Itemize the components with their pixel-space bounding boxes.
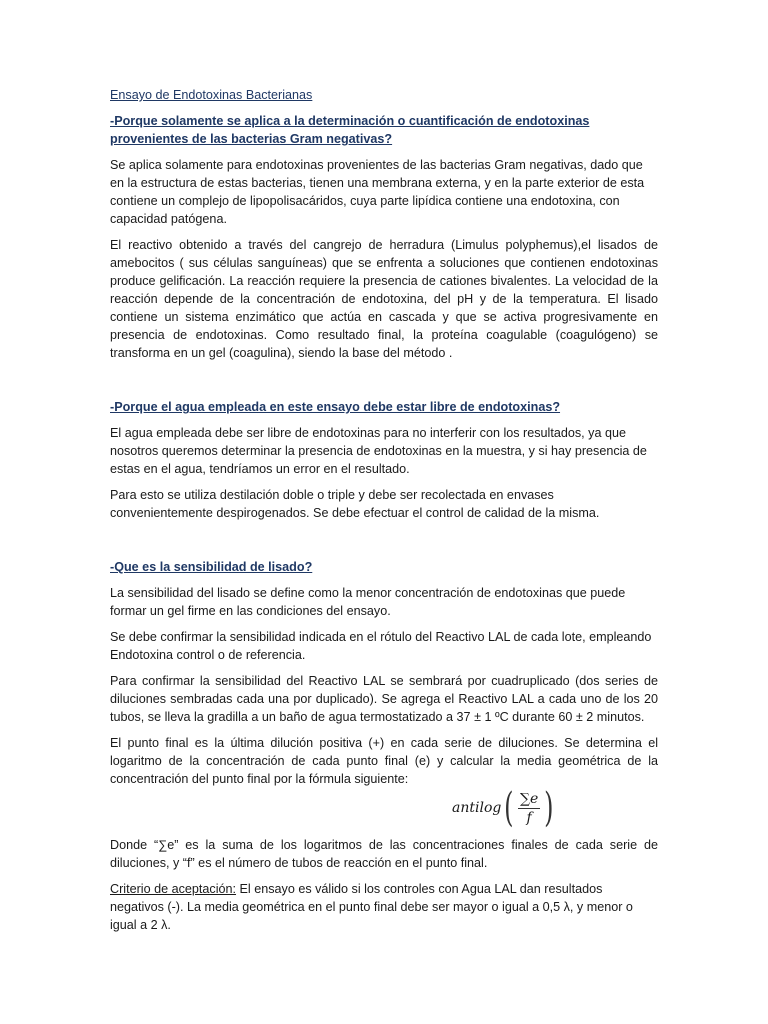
answer-paragraph: Para esto se utiliza destilación doble o triple y debe ser recolectada en envases convenientemente despirogenados. Se debe efectuar el control de calidad de la misma. [110, 488, 600, 520]
answer-paragraph: Para confirmar la sensibilidad del Reactivo LAL se sembrará por cuadruplicado (dos series de diluciones sembradas cada una por duplicado). Se agrega el Reactivo LAL a cada uno de los 20 tubos, se lleva la gradilla a un baño de agua termostatizado a 37 ± 1 ºC durante 60 ± 2 minutos. [110, 674, 658, 724]
formula-function: antilog [452, 800, 502, 816]
right-paren-icon: ) [544, 785, 554, 831]
answer-paragraph: La sensibilidad del lisado se define como la menor concentración de endotoxinas que puede formar un gel firme en las condiciones del ensayo. [110, 586, 626, 618]
acceptance-text: El ensayo es válido si los controles con Agua LAL dan resultados negativos (-). La media geométrica en el punto final debe ser mayor o igual a 0,5 λ, y menor o igual a 2 λ. [110, 882, 633, 932]
formula-fraction [518, 790, 540, 827]
answer-paragraph: Se aplica solamente para endotoxinas provenientes de las bacterias Gram negativas, dado que en la estructura de estas bacterias, tienen una membrana externa, y en la parte exterior de esta contiene un complejo de lipopolisacáridos, cuya parte lipídica contiene una endotoxina, con capacidad patógena. [110, 158, 645, 226]
answer-paragraph: Se debe confirmar la sensibilidad indicada en el rótulo del Reactivo LAL de cada lote, empleando Endotoxina control o de referencia. [110, 630, 652, 662]
answer-paragraph: El reactivo obtenido a través del cangrejo de herradura (Limulus polyphemus),el lisados de amebocitos ( sus células sanguíneas) que se enfrenta a soluciones que contienen endotoxinas produce gelificación. La reacción requiere la presencia de cationes bivalentes. La velocidad de la reacción depende de la concentración de endotoxina, del pH y de la temperatura. El lisado contiene un sistema enzimático que actúa en cascada y que se activa progresivamente en presencia de endotoxinas. Como resultado final, la proteína coagulable (coagulógeno) se transforma en un gel (coagulina), siendo la base del método . [110, 238, 658, 360]
question-gram-negative: -Porque solamente se aplica a la determinación o cuantificación de endotoxinas provenientes de las bacterias Gram negativas? [110, 114, 590, 146]
formula-block [110, 785, 658, 834]
formula-numerator: ∑e [519, 790, 539, 807]
answer-paragraph: El agua empleada debe ser libre de endotoxinas para no interferir con los resultados, ya que nosotros queremos determinar la presencia de endotoxinas en la muestra, y si hay presencia de estas en el agua, tendríamos un error en el resultado. [110, 426, 647, 476]
formula-denominator: f [526, 809, 532, 826]
left-paren-icon: ( [504, 785, 514, 831]
answer-paragraph: El punto final es la última dilución positiva (+) en cada serie de diluciones. Se determina el logaritmo de la concentración de cada punto final (e) y calcular la media geométrica de la concentración del punto final por la fórmula siguiente: [110, 736, 658, 786]
question-water: -Porque el agua empleada en este ensayo debe estar libre de endotoxinas? [110, 400, 561, 414]
acceptance-label: Criterio de aceptación: [110, 882, 237, 896]
acceptance-criteria [110, 880, 658, 934]
antilog-formula [452, 785, 557, 831]
answer-paragraph: Donde “∑e” es la suma de los logaritmos de las concentraciones finales de cada serie de diluciones, y “f” es el número de tubos de reacción en el punto final. [110, 838, 658, 870]
document-title: Ensayo de Endotoxinas Bacterianas [110, 88, 313, 102]
document-body [110, 86, 658, 942]
question-sensitivity: -Que es la sensibilidad de lisado? [110, 560, 313, 574]
